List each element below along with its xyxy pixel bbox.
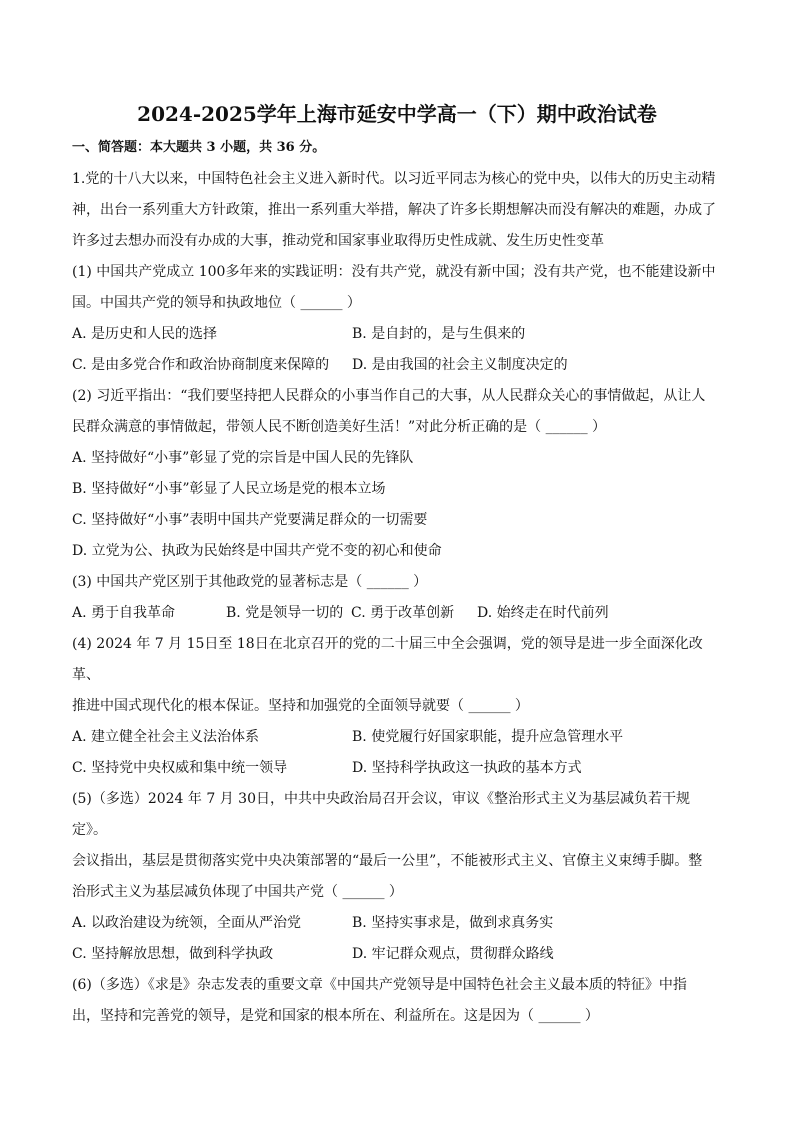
stem-line: 1.党的十八大以来，中国特色社会主义进入新时代。以习近平同志为核心的党中央，以伟大的历史主动精 xyxy=(72,171,716,187)
sub-question-line: 民群众满意的事情做起，带领人民不断创造美好生活！”对此分析正确的是（ ______ ） xyxy=(72,419,607,435)
sub-question-line: (1) 中国共产党成立 100多年来的实践证明：没有共产党，就没有新中国；没有共产党，也不能建设新中 xyxy=(72,264,716,280)
option-b: B. 坚持做好“小事”彰显了人民立场是党的根本立场 xyxy=(72,481,386,497)
sub-question-line: (3) 中国共产党区别于其他政党的显著标志是（ ______ ） xyxy=(72,574,428,590)
section-heading: 一、简答题：本大题共 3 小题，共 36 分。 xyxy=(72,140,326,155)
option-c: C. 是由多党合作和政治协商制度来保障的 xyxy=(72,357,330,373)
option-d: D. 立党为公、执政为民始终是中国共产党不变的初心和使命 xyxy=(72,543,442,559)
option-row xyxy=(72,722,722,753)
sub-question-1 xyxy=(72,257,722,381)
sub-question-line: (4) 2024 年 7 月 15日至 18日在北京召开的党的二十届三中全会强调，党的领导是进一步全面深化改革、 xyxy=(72,636,703,683)
option-b: B. 使党履行好国家职能，提升应急管理水平 xyxy=(352,729,624,745)
option-row xyxy=(72,908,722,939)
sub-question-5 xyxy=(72,784,722,970)
stem-line: 神，出台一系列重大方针政策，推出一系列重大举措，解决了许多长期想解决而没有解决的难题，办成了 xyxy=(72,202,716,218)
sub-question-line: (6)（多选）《求是》杂志发表的重要文章《中国共产党领导是中国特色社会主义最本质的特征》中指 xyxy=(72,977,687,993)
sub-question-line: 国。中国共产党的领导和执政地位（ ______ ） xyxy=(72,295,361,311)
sub-question-line: 推进中国式现代化的根本保证。坚持和加强党的全面领导就要（ ______ ） xyxy=(72,698,529,714)
stem-line: 许多过去想办而没有办成的大事，推动党和国家事业取得历史性成就、发生历史性变革 xyxy=(72,233,604,249)
option-b: B. 坚持实事求是，做到求真务实 xyxy=(352,915,554,931)
sub-question-3 xyxy=(72,567,722,629)
option-c: C. 勇于改革创新 xyxy=(351,605,455,621)
option-b: B. 是自封的，是与生俱来的 xyxy=(352,326,526,342)
option-c: C. 坚持做好“小事”表明中国共产党要满足群众的一切需要 xyxy=(72,512,428,528)
option-d: D. 坚持科学执政这一执政的基本方式 xyxy=(352,760,582,776)
option-row xyxy=(72,350,722,381)
sub-question-line: 会议指出，基层是贯彻落实党中央决策部署的“最后一公里”，不能被形式主义、官僚主义束缚手脚。整 xyxy=(72,853,703,869)
question-stem xyxy=(72,164,722,257)
sub-question-6 xyxy=(72,970,722,1032)
sub-question-4 xyxy=(72,629,722,784)
option-row xyxy=(72,753,722,784)
option-row xyxy=(72,939,722,970)
option-d: D. 牢记群众观点，贯彻群众路线 xyxy=(352,946,554,962)
exam-title: 2024-2025学年上海市延安中学高一（下）期中政治试卷 xyxy=(137,102,657,126)
sub-question-line: 治形式主义为基层减负体现了中国共产党（ ______ ） xyxy=(72,884,403,900)
sub-question-2 xyxy=(72,381,722,567)
option-a: A. 以政治建设为统领，全面从严治党 xyxy=(72,915,302,931)
option-c: C. 坚持解放思想，做到科学执政 xyxy=(72,946,274,962)
option-a: A. 是历史和人民的选择 xyxy=(72,326,218,342)
question-1 xyxy=(72,164,722,1032)
option-row xyxy=(72,319,722,350)
sub-question-line: (2) 习近平指出：“我们要坚持把人民群众的小事当作自己的大事，从人民群众关心的事情做起，从让人 xyxy=(72,388,706,404)
sub-question-line: (5)（多选）2024 年 7 月 30日，中共中央政治局召开会议，审议《整治形式主义为基层减负若干规定》。 xyxy=(72,791,690,838)
option-a: A. 建立健全社会主义法治体系 xyxy=(72,729,260,745)
option-row xyxy=(72,598,722,629)
option-a: A. 勇于自我革命 xyxy=(72,605,176,621)
option-a: A. 坚持做好“小事”彰显了党的宗旨是中国人民的先锋队 xyxy=(72,450,414,466)
option-d: D. 始终走在时代前列 xyxy=(477,605,609,621)
option-d: D. 是由我国的社会主义制度决定的 xyxy=(352,357,568,373)
option-b: B. 党是领导一切的 xyxy=(226,605,344,621)
option-c: C. 坚持党中央权威和集中统一领导 xyxy=(72,760,288,776)
sub-question-line: 出，坚持和完善党的领导，是党和国家的根本所在、利益所在。这是因为（ ______ ） xyxy=(72,1008,599,1024)
